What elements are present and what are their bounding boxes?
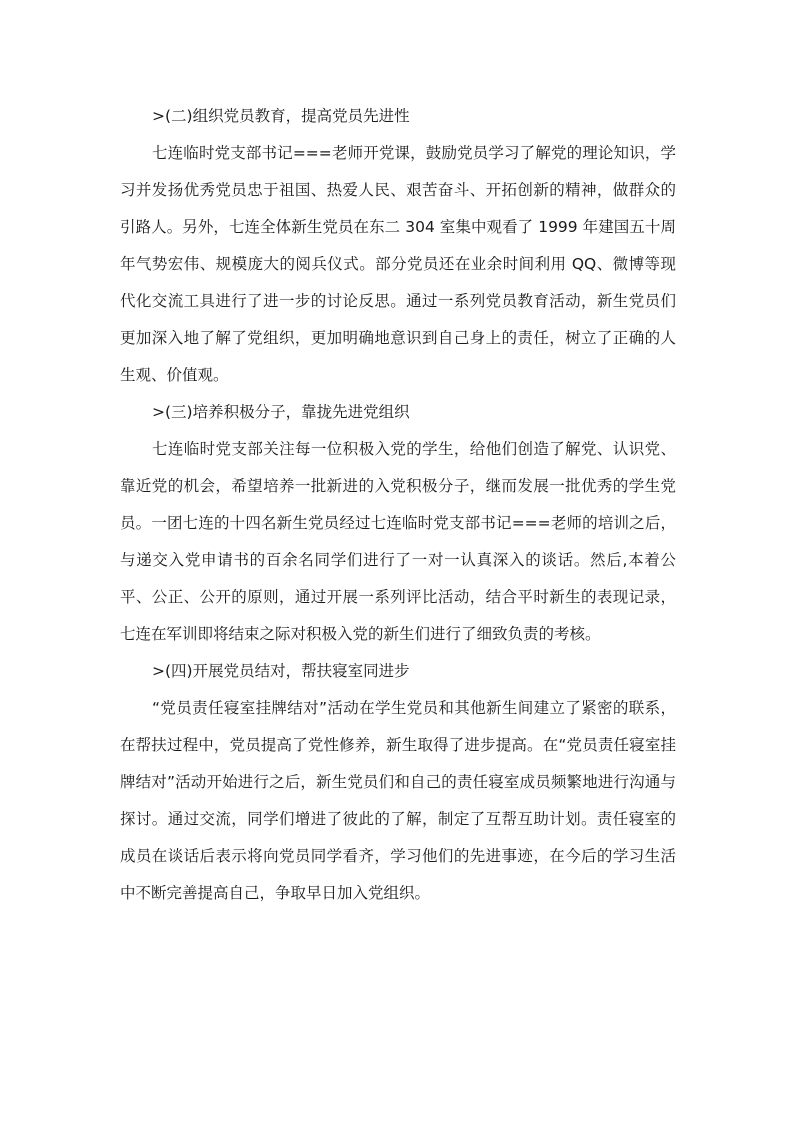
section-heading: >(三)培养积极分子，靠拢先进党组织: [152, 403, 410, 421]
section-activist-training: [120, 394, 676, 653]
section-paragraph: “党员责任寝室挂牌结对”活动在学生党员和其他新生间建立了紧密的联系，在帮扶过程中，党员提高了党性修养，新生取得了进步提高。在“党员责任寝室挂牌结对”活动开始进行之后，新生党员们和自己的责任寝室成员频繁地进行沟通与探讨。通过交流，同学们增进了彼此的了解，制定了互帮互助计划。责任寝室的成员在谈话后表示将向党员同学看齐，学习他们的先进事迹，在今后的学习生活中不断完善提高自己，争取早日加入党组织。: [120, 699, 676, 902]
section-paragraph: 七连临时党支部关注每一位积极入党的学生，给他们创造了解党、认识党、靠近党的机会，希望培养一批新进的入党积极分子，继而发展一批优秀的学生党员。一团七连的十四名新生党员经过七连临时党支部书记===老师的培训之后，与递交入党申请书的百余名同学们进行了一对一认真深入的谈话。然后,本着公平、公正、公开的原则，通过开展一系列评比活动，结合平时新生的表现记录，七连在军训即将结束之际对积极入党的新生们进行了细致负责的考核。: [120, 440, 676, 643]
section-party-education: [120, 98, 676, 394]
section-paragraph: 七连临时党支部书记===老师开党课，鼓励党员学习了解党的理论知识，学习并发扬优秀党员忠于祖国、热爱人民、艰苦奋斗、开拓创新的精神，做群众的引路人。另外，七连全体新生党员在东二 304 室集中观看了 1999 年建国五十周年气势宏伟、规模庞大的阅兵仪式。部分党员还在业余时间利用 QQ、微博等现代化交流工具进行了进一步的讨论反思。通过一系列党员教育活动，新生党员们更加深入地了解了党组织，更加明确地意识到自己身上的责任，树立了正确的人生观、价值观。: [120, 144, 676, 384]
section-heading: >(四)开展党员结对，帮扶寝室同进步: [152, 662, 410, 680]
section-heading: >(二)组织党员教育，提高党员先进性: [152, 107, 410, 125]
section-dorm-pairing: [120, 653, 676, 912]
document-body: [120, 98, 676, 912]
